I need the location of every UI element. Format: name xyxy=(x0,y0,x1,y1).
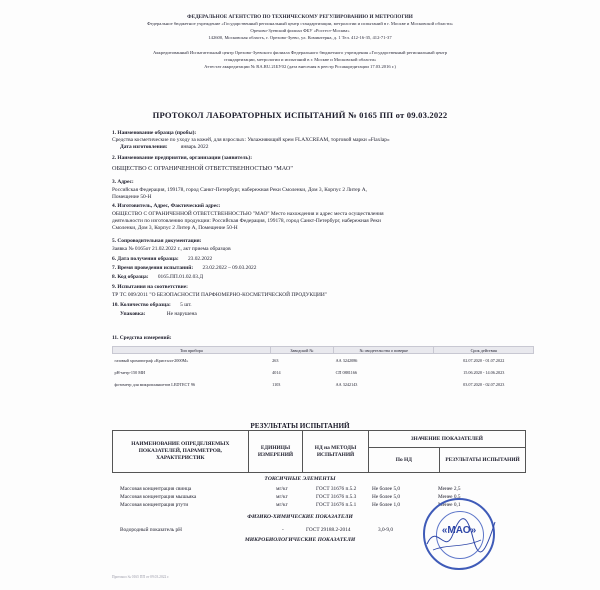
page-footer: Протокол № 0165 ПП от 09.03.2022 г. xyxy=(112,575,170,579)
protocol-title: ПРОТОКОЛ ЛАБОРАТОРНЫХ ИСПЫТАНИЙ № 0165 ПП от 09.03.2022 xyxy=(152,110,448,120)
instruments-header-row xyxy=(113,347,534,354)
instr-cell: 1103 xyxy=(272,381,281,387)
header-line-3: Орехово-Зуевский филиал ФБУ «Ростест-Москва» xyxy=(250,28,350,33)
results-h-units: ЕДИНИЦЫ ИЗМЕРЕНИЙ xyxy=(248,431,303,473)
accreditation-line-2: стандартизации, метрологии и испытаний в г. Москве и Московской области» xyxy=(223,57,377,62)
s5-value: Заявка № 0165от 21.02.2022 г., акт приема образцов xyxy=(112,246,231,252)
s8-label: 8. Код образца: xyxy=(112,274,149,280)
results-h-norm: По НД xyxy=(368,448,439,473)
s4-value-3: Смоленки, Дом 3, Корпус 2 Литер А, Помещение 50-Н xyxy=(112,225,238,231)
instr-cell: СП 0881166 xyxy=(335,369,357,375)
s7-value: 23.02.2022 – 09.03.2022 xyxy=(202,265,257,271)
results-h-method: НД на МЕТОДЫ ИСПЫТАНИЙ xyxy=(303,431,368,473)
s10-row xyxy=(112,302,532,309)
s11-label: 11. Средства измерений: xyxy=(112,335,172,341)
s9-label: 9. Испытания на соответствие: xyxy=(112,284,188,290)
table-row xyxy=(113,378,534,390)
accreditation-line-3: Аттестат аккредитации № RA.RU.21БУ02 (дата внесения в реестр Росаккредитации 17.03.2016 г.) xyxy=(204,64,396,69)
physchem-method: ГОСТ 29188.2-2014 xyxy=(306,527,351,533)
instr-cell: фотометр для микропланшетов LEDTECT 96 xyxy=(114,381,196,387)
s1-date xyxy=(112,144,540,151)
toxic-unit: мг/кг xyxy=(276,486,288,492)
instr-cell: газовый хроматограф «Кристалл-2000М» xyxy=(114,357,189,363)
toxic-name: Массовая концентрация ртути xyxy=(120,502,189,508)
s6-value: 23.02.2022 xyxy=(187,256,213,262)
agency-name: ФЕДЕРАЛЬНОЕ АГЕНТСТВО ПО ТЕХНИЧЕСКОМУ РЕГУЛИРОВАНИЮ И МЕТРОЛОГИИ xyxy=(187,14,413,20)
s7-label: 7. Время проведения испытаний: xyxy=(112,265,194,271)
s10-pack-row xyxy=(112,311,540,318)
physchem-section-title: ФИЗИКО-ХИМИЧЕСКИЕ ПОКАЗАТЕЛИ xyxy=(247,514,353,520)
s1-label: 1. Наименование образца (пробы): xyxy=(112,130,197,136)
toxic-result: Менее 0,5 xyxy=(438,494,461,500)
results-header-row-1 xyxy=(113,431,526,448)
toxic-result: Менее 0,1 xyxy=(438,502,461,508)
s4-label: 4. Изготовитель, Адрес, Фактический адрес: xyxy=(112,203,221,209)
s8-row xyxy=(112,274,532,281)
toxic-section-title: ТОКСИЧНЫЕ ЭЛЕМЕНТЫ xyxy=(264,476,336,482)
results-h-name: НАИМЕНОВАНИЕ ОПРЕДЕЛЯЕМЫХ ПОКАЗАТЕЛЕЙ, ПАРАМЕТРОВ, ХАРАКТЕРИСТИК xyxy=(113,431,249,473)
s7-row xyxy=(112,265,532,272)
results-table-header xyxy=(112,430,526,473)
s6-label: 6. Дата получения образца: xyxy=(112,256,179,262)
toxic-unit: мг/кг xyxy=(276,502,288,508)
list-item xyxy=(120,486,191,492)
instr-header-cert: № свидетельства о поверке xyxy=(334,347,434,354)
s1-date-value: январь 2022 xyxy=(180,144,209,150)
organization-stamp xyxy=(423,498,495,570)
toxic-norm: Не более 5,0 xyxy=(372,494,401,500)
instr-cell: 4014 xyxy=(272,369,281,375)
s3-value-1: Российская Федерация, 199178, город Санкт-Петербург, набережная Реки Смоленки, Дом 3, Корпус 2 Литер А, xyxy=(112,187,367,193)
s6-row xyxy=(112,256,532,263)
instr-cell: АА 3242086 xyxy=(335,357,358,363)
results-h-values: ЗНАЧЕНИЕ ПОКАЗАТЕЛЕЙ xyxy=(368,431,525,448)
results-h-actual: РЕЗУЛЬТАТЫ ИСПЫТАНИЙ xyxy=(440,448,526,473)
toxic-unit: мг/кг xyxy=(276,494,288,500)
s10-pack-value: Не нарушена xyxy=(166,311,197,317)
table-row xyxy=(113,366,534,378)
s10-pack-label: Упаковка: xyxy=(120,311,146,317)
list-item xyxy=(120,494,196,500)
s3-value-2: Помещение 50-Н xyxy=(112,194,152,200)
toxic-method: ГОСТ 31676 п.5.1 xyxy=(316,502,357,508)
instr-cell: 03.07.2020 - 02.07.2023 xyxy=(463,381,505,387)
accreditation-line-1: Аккредитованный Испытательный центр Орехово-Зуевского филиала Федерального бюджетного учреждения «Государственный региональный центр xyxy=(153,50,447,55)
stamp-text: «МАО» xyxy=(441,525,477,536)
s8-value: 0165.ПП.01.02.03.Д xyxy=(157,274,204,280)
instr-cell: 263 xyxy=(272,357,279,363)
s1-value: Средства косметические по уходу за кожей, для взрослых: Увлажняющий крем FLAXCREAM, торговой марки «Flaxlaр» xyxy=(112,137,390,143)
toxic-method: ГОСТ 31676 п.5.3 xyxy=(316,494,357,500)
instr-header-valid: Срок действия xyxy=(434,347,534,354)
toxic-method: ГОСТ 31676 п.5.2 xyxy=(316,486,357,492)
toxic-result: Менее 2,5 xyxy=(438,486,461,492)
s4-value-1: ОБЩЕСТВО С ОГРАНИЧЕННОЙ ОТВЕТСТВЕННОСТЬЮ "МАО" Место нахождения и адрес места осуществления xyxy=(112,211,384,217)
toxic-name: Массовая концентрация мышьяка xyxy=(120,494,197,500)
instr-header-serial: Заводской № xyxy=(270,347,333,354)
s2-value: ОБЩЕСТВО С ОГРАНИЧЕННОЙ ОТВЕТСТВЕННОСТЬЮ "МАО" xyxy=(112,165,293,172)
physchem-unit: - xyxy=(282,527,284,533)
instr-cell: рН-метр-150 МИ xyxy=(114,369,145,375)
signature-scribble xyxy=(423,504,499,564)
toxic-name: Массовая концентрация свинца xyxy=(120,486,192,492)
instr-cell: АА 3242143 xyxy=(335,381,358,387)
physchem-norm: 3,0-9,0 xyxy=(378,527,394,533)
list-item xyxy=(120,502,188,508)
s5-label: 5. Сопроводительная документация: xyxy=(112,238,202,244)
s10-value: 5 шт. xyxy=(180,302,192,308)
micro-section-title: МИКРОБИОЛОГИЧЕСКИЕ ПОКАЗАТЕЛИ xyxy=(244,537,356,543)
list-item xyxy=(120,527,182,533)
header-line-4: 142600, Московская область, г. Орехово-Зуево, ул. Коминтерна, д. 1 Тел. 412-16-35, 412-71-37 xyxy=(208,35,392,40)
table-row xyxy=(113,354,534,367)
toxic-norm: Не более 1,0 xyxy=(372,502,401,508)
instr-cell: 15.06.2020 - 14.06.2023 xyxy=(463,369,505,375)
s10-label: 10. Количество образца: xyxy=(112,302,171,308)
physchem-name: Водородный показатель pH xyxy=(120,527,182,533)
s1-date-label: Дата изготовления: xyxy=(120,144,168,150)
instr-header-type: Тип прибора xyxy=(113,347,271,354)
instruments-table xyxy=(112,346,534,390)
header-line-2: Федеральное бюджетное учреждение «Государственный региональный центр стандартизации, метрологии и испытаний в г. Москве и Московской области» xyxy=(147,21,453,26)
s3-label: 3. Адрес: xyxy=(112,179,134,185)
s2-label: 2. Наименование предприятия, организации (заявитель): xyxy=(112,155,252,161)
toxic-norm: Не более 5,0 xyxy=(372,486,401,492)
s4-value-2: деятельности по изготовлению продукции: Российская Федерация, 199178, город Санкт-Петербург, набережная Реки xyxy=(112,218,381,224)
instr-cell: 02.07.2020 - 01.07.2022 xyxy=(463,357,505,363)
results-title: РЕЗУЛЬТАТЫ ИСПЫТАНИЙ xyxy=(250,422,350,430)
s9-value: ТР ТС 009/2011 "О БЕЗОПАСНОСТИ ПАРФЮМЕРНО-КОСМЕТИЧЕСКОЙ ПРОДУКЦИИ" xyxy=(112,292,328,298)
